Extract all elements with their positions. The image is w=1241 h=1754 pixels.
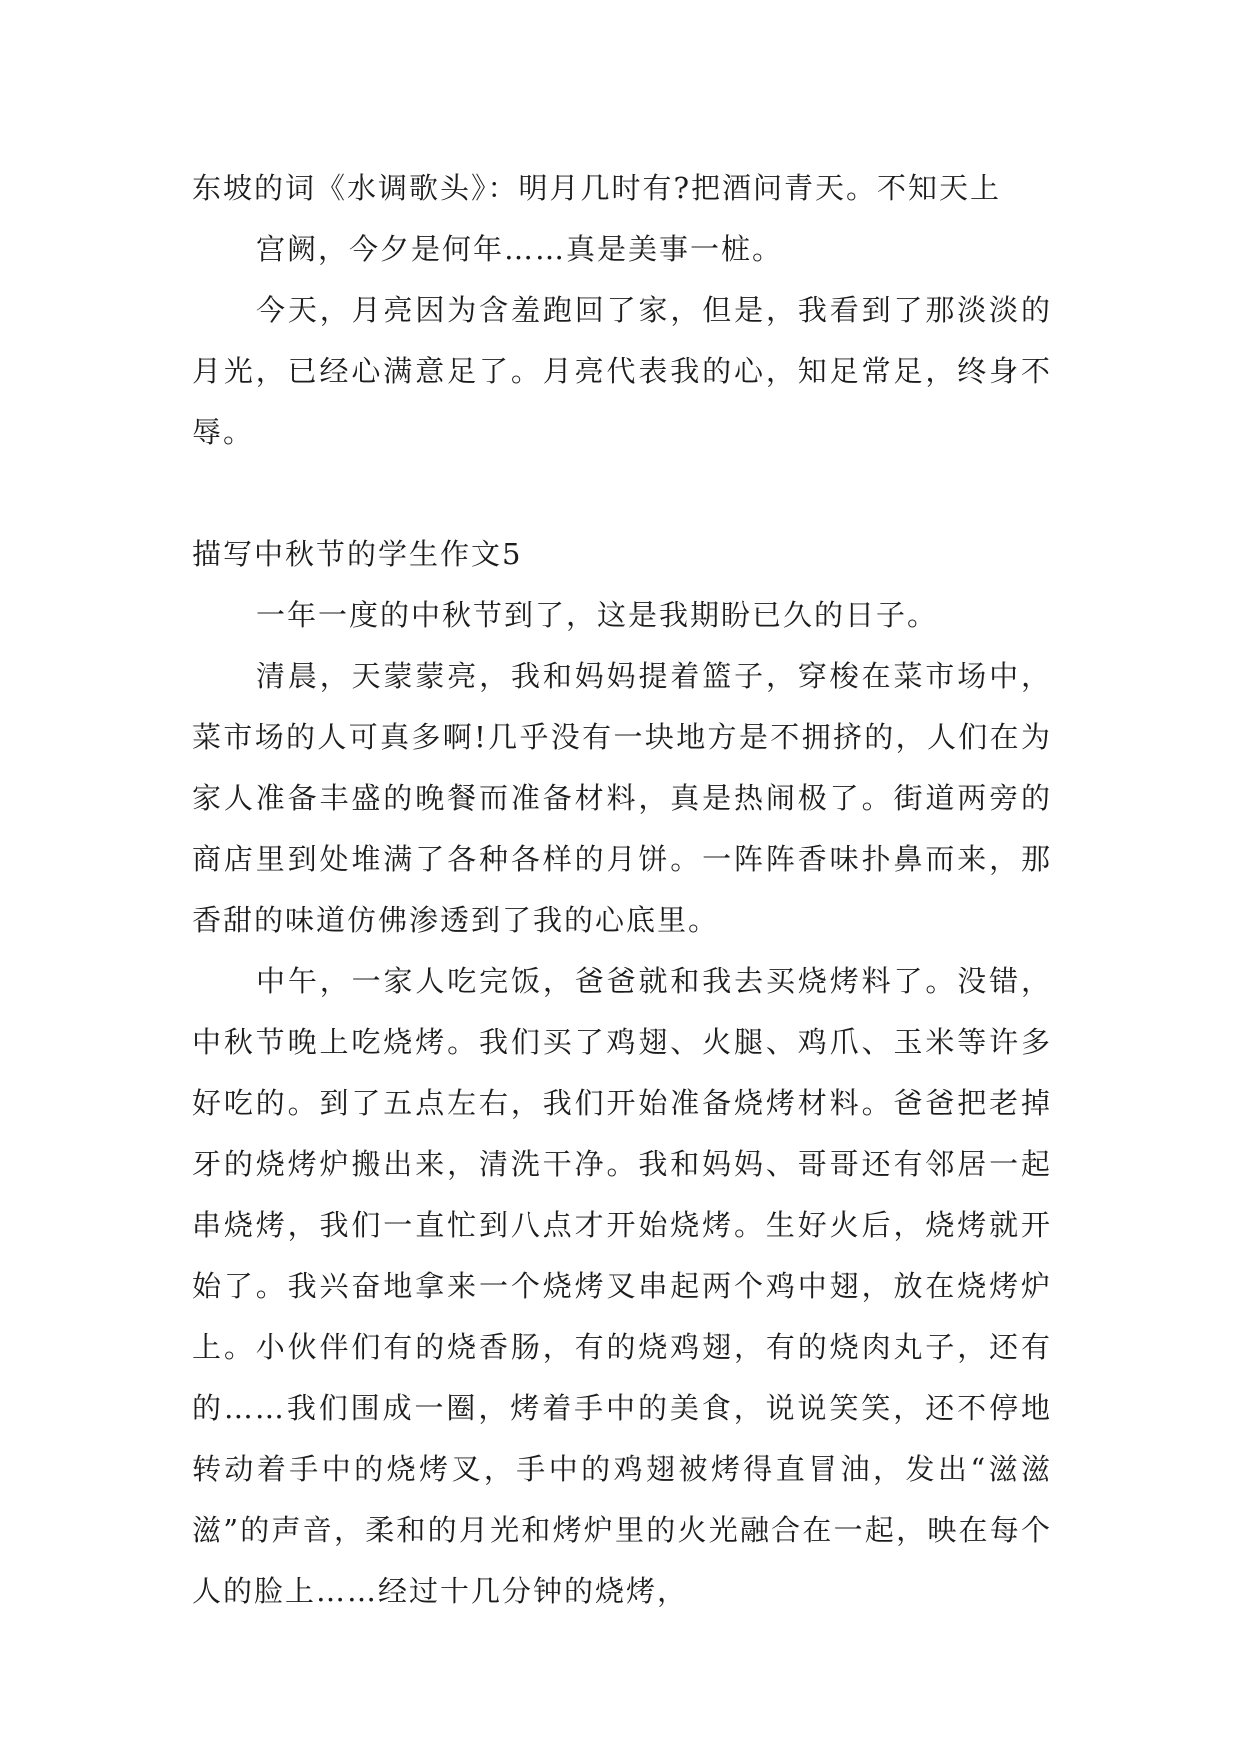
section-title: 描写中秋节的学生作文5 — [192, 537, 523, 571]
paragraph: 清晨，天蒙蒙亮，我和妈妈提着篮子，穿梭在菜市场中，菜市场的人可真多啊!几乎没有一块地方是不拥挤的，人们在为家人准备丰盛的晚餐而准备材料，真是热闹极了。街道两旁的商店里到处堆满了各种各样的月饼。一阵阵香味扑鼻而来，那香甜的味道仿佛渗透到了我的心底里。 — [192, 659, 1052, 937]
section-gap — [192, 463, 1052, 524]
paragraph-continued: 东坡的词《水调歌头》：明月几时有?把酒问青天。不知天上 — [192, 171, 1002, 205]
paragraph: 宫阙，今夕是何年……真是美事一桩。 — [256, 232, 784, 266]
paragraph: 中午，一家人吃完饭，爸爸就和我去买烧烤料了。没错，中秋节晚上吃烧烤。我们买了鸡翅、火腿、鸡爪、玉米等许多好吃的。到了五点左右，我们开始准备烧烤材料。爸爸把老掉牙的烧烤炉搬出来，清洗干净。我和妈妈、哥哥还有邻居一起串烧烤，我们一直忙到八点才开始烧烤。生好火后，烧烤就开始了。我兴奋地拿来一个烧烤叉串起两个鸡中翅，放在烧烤炉上。小伙伴们有的烧香肠，有的烧鸡翅，有的烧肉丸子，还有的……我们围成一圈，烤着手中的美食，说说笑笑，还不停地转动着手中的烧烤叉，手中的鸡翅被烤得直冒油，发出“滋滋滋”的声音，柔和的月光和烤炉里的火光融合在一起，映在每个人的脸上……经过十几分钟的烧烤， — [192, 964, 1052, 1608]
paragraph: 一年一度的中秋节到了，这是我期盼已久的日子。 — [256, 598, 939, 632]
document-body — [192, 158, 1052, 1622]
paragraph: 今天，月亮因为含羞跑回了家，但是，我看到了那淡淡的月光，已经心满意足了。月亮代表我的心，知足常足，终身不辱。 — [192, 293, 1052, 449]
